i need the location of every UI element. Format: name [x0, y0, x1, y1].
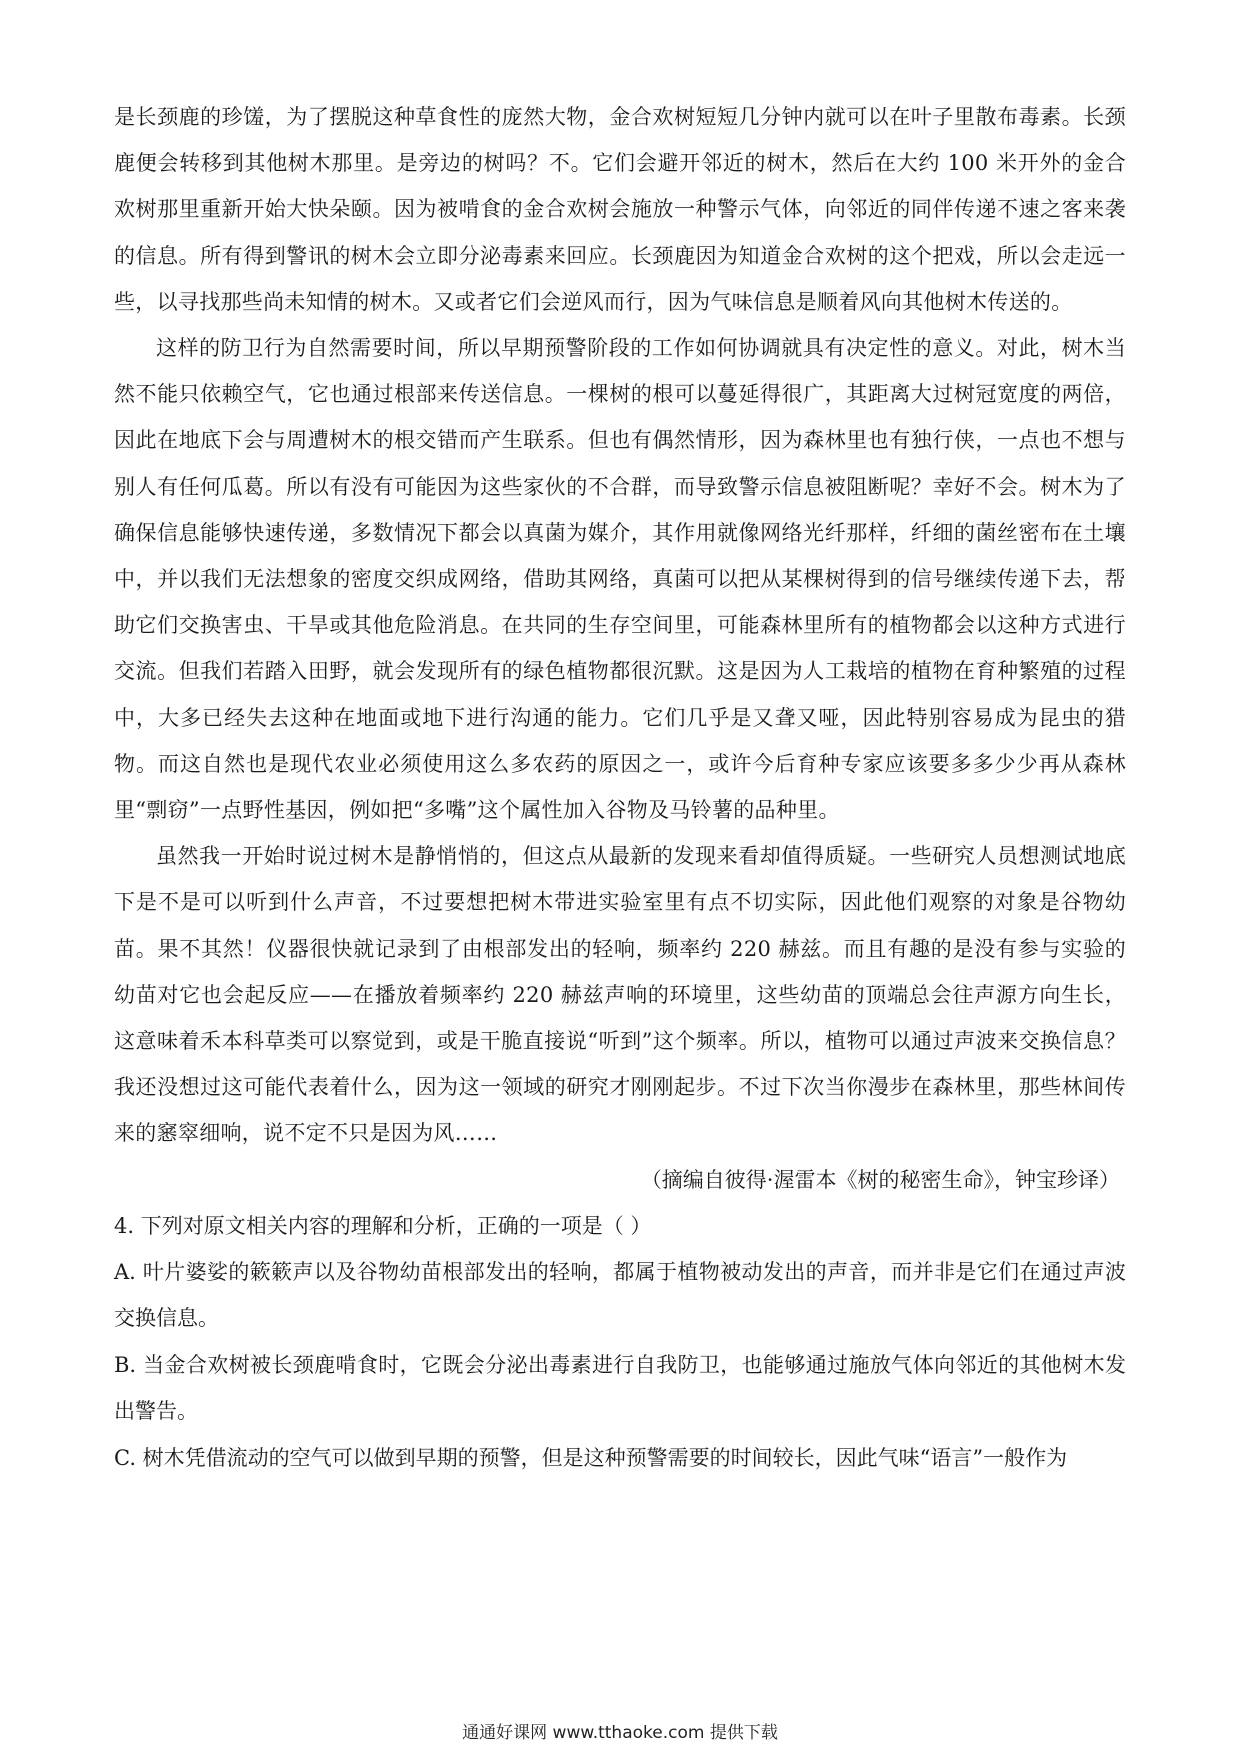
article-body [114, 94, 1126, 1481]
article-paragraph: 这样的防卫行为自然需要时间，所以早期预警阶段的工作如何协调就具有决定性的意义。对此，树木当然不能只依赖空气，它也通过根部来传送信息。一棵树的根可以蔓延得很广，其距离大过树冠宽度的两倍，因此在地底下会与周遭树木的根交错而产生联系。但也有偶然情形，因为森林里也有独行侠，一点也不想与别人有任何瓜葛。所以有没有可能因为这些家伙的不合群，而导致警示信息被阻断呢？幸好不会。树木为了确保信息能够快速传递，多数情况下都会以真菌为媒介，其作用就像网络光纤那样，纤细的菌丝密布在土壤中，并以我们无法想象的密度交织成网络，借助其网络，真菌可以把从某棵树得到的信号继续传递下去，帮助它们交换害虫、干旱或其他危险消息。在共同的生存空间里，可能森林里所有的植物都会以这种方式进行交流。但我们若踏入田野，就会发现所有的绿色植物都很沉默。这是因为人工栽培的植物在育种繁殖的过程中，大多已经失去这种在地面或地下进行沟通的能力。它们几乎是又聋又哑，因此特别容易成为昆虫的猎物。而这自然也是现代农业必须使用这么多农药的原因之一，或许今后育种专家应该要多多少少再从森林里“剽窃”一点野性基因，例如把“多嘴”这个属性加入谷物及马铃薯的品种里。 [114, 336, 1126, 823]
question-stem: 4. 下列对原文相关内容的理解和分析，正确的一项是（ ） [114, 1213, 652, 1238]
article-source: （摘编自彼得·渥雷本《树的秘密生命》，钟宝珍译） [640, 1167, 1120, 1192]
question-option-a: A. 叶片婆娑的簌簌声以及谷物幼苗根部发出的轻响，都属于植物被动发出的声音，而并非是它们在通过声波交换信息。 [114, 1259, 1126, 1331]
question-option-c: C. 树木凭借流动的空气可以做到早期的预警，但是这种预警需要的时间较长，因此气味“语言”一般作为 [114, 1445, 1068, 1470]
article-paragraph: 虽然我一开始时说过树木是静悄悄的，但这点从最新的发现来看却值得质疑。一些研究人员想测试地底下是不是可以听到什么声音，不过要想把树木带进实验室里有点不切实际，因此他们观察的对象是谷物幼苗。果不其然！仪器很快就记录到了由根部发出的轻响，频率约 220 赫兹。而且有趣的是没有参与实验的幼苗对它也会起反应——在播放着频率约 220 赫兹声响的环境里，这些幼苗的顶端总会往声源方向生长，这意味着禾本科草类可以察觉到，或是干脆直接说“听到”这个频率。所以，植物可以通过声波来交换信息？我还没想过这可能代表着什么，因为这一领域的研究才刚刚起步。不过下次当你漫步在森林里，那些林间传来的窸窣细响，说不定不只是因为风…… [114, 844, 1126, 1146]
article-paragraph: 是长颈鹿的珍馐，为了摆脱这种草食性的庞然大物，金合欢树短短几分钟内就可以在叶子里散布毒素。长颈鹿便会转移到其他树木那里。是旁边的树吗？不。它们会避开邻近的树木，然后在大约 100 米开外的金合欢树那里重新开始大快朵颐。因为被啃食的金合欢树会施放一种警示气体，向邻近的同伴传递不速之客来袭的信息。所有得到警讯的树木会立即分泌毒素来回应。长颈鹿因为知道金合欢树的这个把戏，所以会走远一些，以寻找那些尚未知情的树木。又或者它们会逆风而行，因为气味信息是顺着风向其他树木传送的。 [114, 105, 1126, 314]
page-footer: 通通好课网 www.tthaoke.com 提供下载 [462, 1723, 778, 1743]
question-option-b: B. 当金合欢树被长颈鹿啃食时，它既会分泌出毒素进行自我防卫，也能够通过施放气体向邻近的其他树木发出警告。 [114, 1352, 1126, 1424]
